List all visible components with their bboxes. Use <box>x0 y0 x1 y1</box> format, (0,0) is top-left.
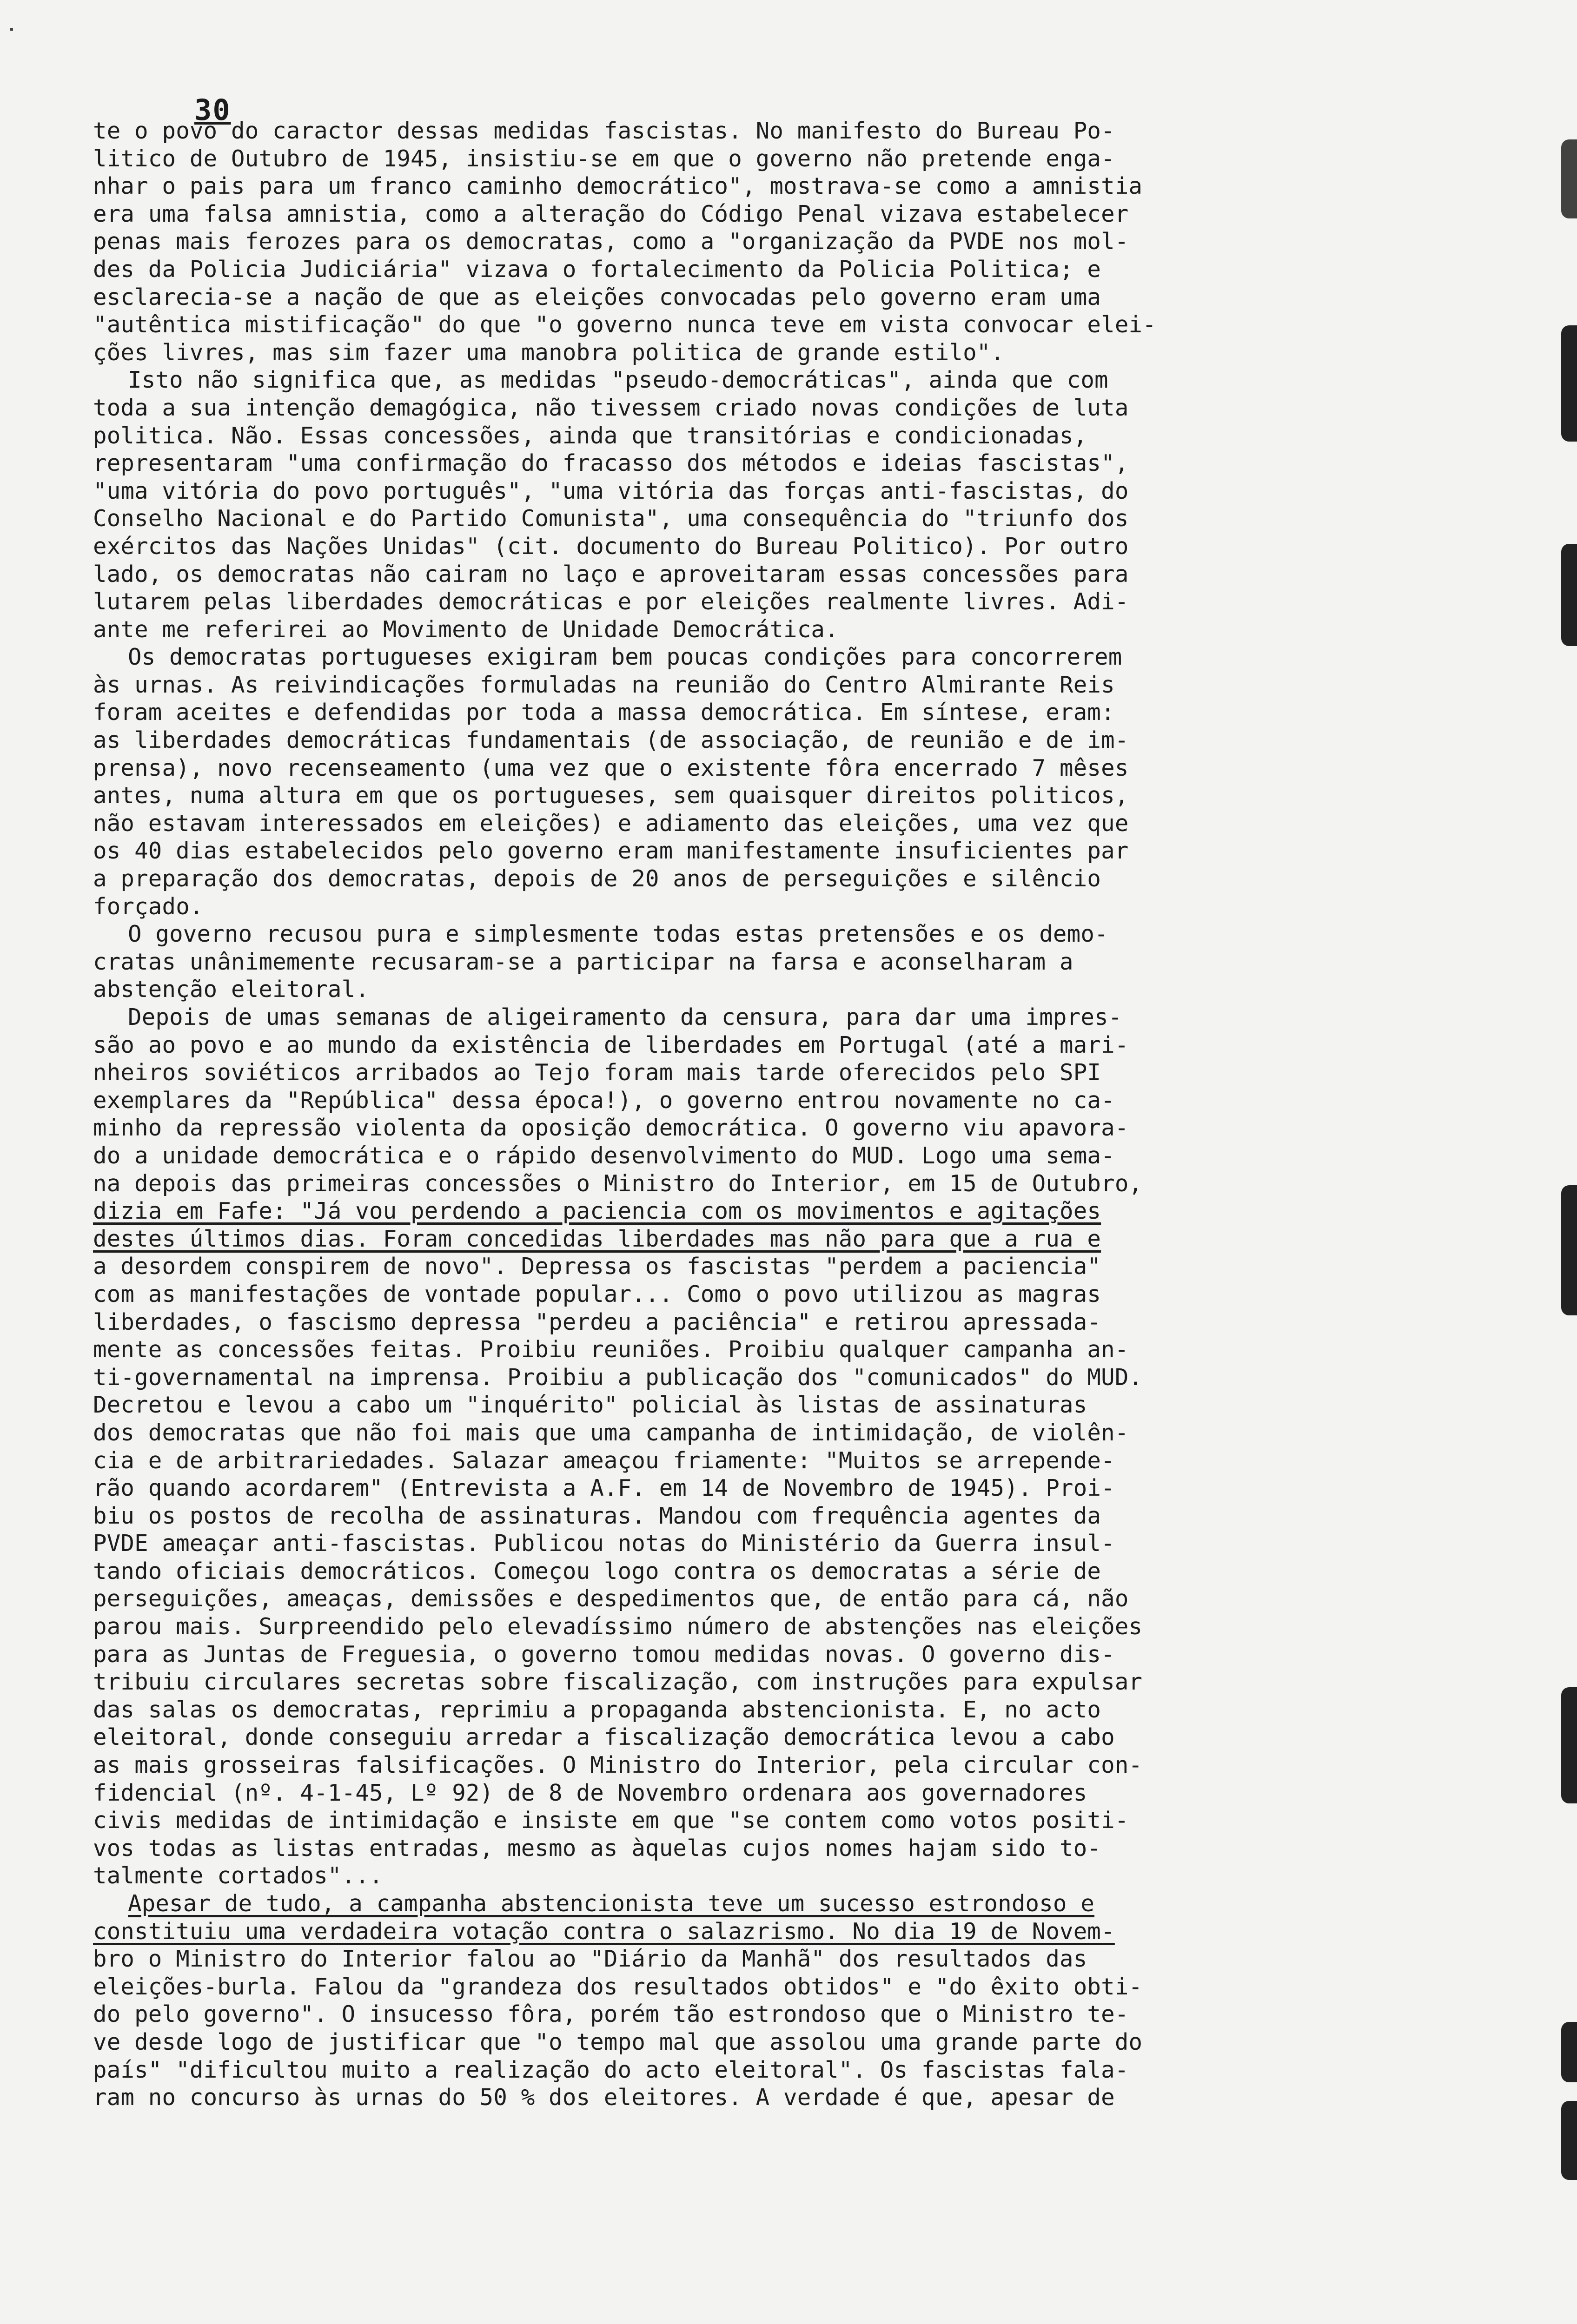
text-line: bro o Ministro do Interior falou ao "Diário da Manhã" dos resultados das <box>93 1946 1087 1973</box>
paragraph-2 <box>93 366 1506 643</box>
text-line: des da Policia Judiciária" vizava o fortalecimento da Policia Politica; e <box>93 256 1101 283</box>
binding-hole-mark <box>1561 139 1577 218</box>
underlined-text-line: constituiu uma verdadeira votação contra o salazrismo. No dia 19 de Novem- <box>93 1918 1115 1945</box>
text-line: vos todas as listas entradas, mesmo as àquelas cujos nomes hajam sido to- <box>93 1835 1101 1862</box>
text-line: rão quando acordarem" (Entrevista a A.F. em 14 de Novembro de 1945). Proi- <box>93 1475 1115 1502</box>
text-line: país" "dificultou muito a realização do acto eleitoral". Os fascistas fala- <box>93 2056 1129 2083</box>
text-line: antes, numa altura em que os portugueses, sem quaisquer direitos politicos, <box>93 782 1129 809</box>
text-line: a preparação dos democratas, depois de 20 anos de perseguições e silêncio <box>93 865 1101 892</box>
paragraph-1 <box>93 117 1506 366</box>
text-line: exemplares da "República" dessa época!), o governo entrou novamente no ca- <box>93 1087 1115 1114</box>
text-line: tribuiu circulares secretas sobre fiscalização, com instruções para expulsar <box>93 1669 1143 1696</box>
underlined-text-line: destes últimos dias. Foram concedidas liberdades mas não para que a rua e <box>93 1225 1101 1252</box>
text-line: nhar o pais para um franco caminho democrático", mostrava-se como a amnistia <box>93 173 1143 200</box>
text-line: na depois das primeiras concessões o Ministro do Interior, em 15 de Outubro, <box>93 1170 1143 1197</box>
text-line: ções livres, mas sim fazer uma manobra politica de grande estilo". <box>93 339 1005 366</box>
binding-hole-mark <box>1561 325 1577 442</box>
paragraph-5 <box>93 1004 1506 1890</box>
text-line: toda a sua intenção demagógica, não tivessem criado novas condições de luta <box>93 394 1129 421</box>
text-line: perseguições, ameaças, demissões e despedimentos que, de então para cá, não <box>93 1585 1129 1612</box>
text-line: Os democratas portugueses exigiram bem poucas condições para concorrerem <box>128 644 1122 671</box>
text-line: das salas os democratas, reprimiu a propaganda abstencionista. E, no acto <box>93 1696 1101 1723</box>
text-line: eleitoral, donde conseguiu arredar a fiscalização democrática levou a cabo <box>93 1724 1115 1751</box>
text-line: os 40 dias estabelecidos pelo governo eram manifestamente insuficientes par <box>93 838 1129 865</box>
text-line: não estavam interessados em eleições) e adiamento das eleições, uma vez que <box>93 810 1129 837</box>
text-line: litico de Outubro de 1945, insistiu-se em que o governo não pretende enga- <box>93 145 1115 172</box>
text-line: lado, os democratas não cairam no laço e aproveitaram essas concessões para <box>93 561 1129 588</box>
text-line: minho da repressão violenta da oposição democrática. O governo viu apavora- <box>93 1115 1129 1142</box>
text-line: mente as concessões feitas. Proibiu reuniões. Proibiu qualquer campanha an- <box>93 1336 1129 1363</box>
paragraph-6 <box>93 1890 1506 2112</box>
text-line: era uma falsa amnistia, como a alteração do Código Penal vizava estabelecer <box>93 200 1129 227</box>
text-line: civis medidas de intimidação e insiste em que "se contem como votos positi- <box>93 1807 1129 1834</box>
text-line: prensa), novo recenseamento (uma vez que o existente fôra encerrado 7 mêses <box>93 754 1129 781</box>
text-line: as mais grosseiras falsificações. O Ministro do Interior, pela circular con- <box>93 1752 1143 1779</box>
text-line: lutarem pelas liberdades democráticas e por eleições realmente livres. Adi- <box>93 588 1129 615</box>
text-line: te o povo do caractor dessas medidas fascistas. No manifesto do Bureau Po- <box>93 118 1115 144</box>
text-line: biu os postos de recolha de assinaturas. Mandou com frequência agentes da <box>93 1502 1101 1529</box>
text-line: cia e de arbitrariedades. Salazar ameaçou friamente: "Muitos se arrepende- <box>93 1447 1115 1474</box>
text-line: abstenção eleitoral. <box>93 976 370 1003</box>
text-line: liberdades, o fascismo depressa "perdeu a paciência" e retirou apressada- <box>93 1308 1101 1335</box>
text-line: talmente cortados"... <box>93 1862 383 1889</box>
text-line: "uma vitória do povo português", "uma vitória das forças anti-fascistas, do <box>93 477 1129 504</box>
text-line: Decretou e levou a cabo um "inquérito" policial às listas de assinaturas <box>93 1392 1087 1419</box>
text-line: tando oficiais democráticos. Começou logo contra os democratas a série de <box>93 1558 1101 1585</box>
underlined-text-line: Apesar de tudo, a campanha abstencionista teve um sucesso estrondoso e <box>128 1890 1095 1917</box>
document-body <box>93 117 1506 2112</box>
binding-hole-mark <box>1561 544 1577 646</box>
text-line: ante me referirei ao Movimento de Unidade Democrática. <box>93 616 839 643</box>
text-line: esclarecia-se a nação de que as eleições convocadas pelo governo eram uma <box>93 284 1101 310</box>
text-line: representaram "uma confirmação do fracasso dos métodos e ideias fascistas", <box>93 450 1129 477</box>
text-line: nheiros soviéticos arribados ao Tejo foram mais tarde oferecidos pelo SPI <box>93 1059 1101 1086</box>
text-line: do pelo governo". O insucesso fôra, porém tão estrondoso que o Ministro te- <box>93 2001 1129 2028</box>
binding-hole-mark <box>1561 1687 1577 1803</box>
text-line: Depois de umas semanas de aligeiramento da censura, para dar uma impres- <box>128 1004 1122 1030</box>
text-line: ti-governamental na imprensa. Proibiu a publicação dos "comunicados" do MUD. <box>93 1364 1143 1391</box>
text-line: PVDE ameaçar anti-fascistas. Publicou notas do Ministério da Guerra insul- <box>93 1530 1115 1557</box>
text-line: penas mais ferozes para os democratas, como a "organização da PVDE nos mol- <box>93 228 1129 255</box>
text-line: forçado. <box>93 893 204 920</box>
text-line: "autêntica mistificação" do que "o governo nunca teve em vista convocar elei- <box>93 311 1156 338</box>
text-line: são ao povo e ao mundo da existência de liberdades em Portugal (até a mari- <box>93 1031 1129 1058</box>
text-line: foram aceites e defendidas por toda a massa democrática. Em síntese, eram: <box>93 699 1115 726</box>
text-line: Conselho Nacional e do Partido Comunista", uma consequência do "triunfo dos <box>93 505 1129 532</box>
text-line: politica. Não. Essas concessões, ainda que transitórias e condicionadas, <box>93 422 1087 449</box>
text-line: ram no concurso às urnas do 50 % dos eleitores. A verdade é que, apesar de <box>93 2084 1115 2111</box>
underlined-text-line: dizia em Fafe: "Já vou perdendo a paciencia com os movimentos e agitações <box>93 1198 1101 1225</box>
paragraph-3 <box>93 643 1506 920</box>
text-line: O governo recusou pura e simplesmente todas estas pretensões e os demo- <box>128 921 1108 948</box>
paragraph-4 <box>93 920 1506 1004</box>
text-line: as liberdades democráticas fundamentais (de associação, de reunião e de im- <box>93 727 1129 754</box>
binding-hole-mark <box>1561 1185 1577 1315</box>
text-line: parou mais. Surpreendido pelo elevadíssimo número de abstenções nas eleições <box>93 1613 1143 1640</box>
text-line: a desordem conspirem de novo". Depressa os fascistas "perdem a paciencia" <box>93 1253 1101 1280</box>
text-line: exércitos das Nações Unidas" (cit. documento do Bureau Politico). Por outro <box>93 533 1129 560</box>
text-line: para as Juntas de Freguesia, o governo tomou medidas novas. O governo dis- <box>93 1641 1115 1668</box>
text-line: às urnas. As reivindicações formuladas na reunião do Centro Almirante Reis <box>93 671 1115 698</box>
binding-hole-mark <box>1561 2022 1577 2082</box>
scan-speck <box>10 28 13 31</box>
text-line: do a unidade democrática e o rápido desenvolvimento do MUD. Logo uma sema- <box>93 1142 1115 1169</box>
text-line: dos democratas que não foi mais que uma campanha de intimidação, de violên- <box>93 1419 1129 1446</box>
text-line: fidencial (nº. 4-1-45, Lº 92) de 8 de Novembro ordenara aos governadores <box>93 1779 1087 1806</box>
text-line: cratas unânimemente recusaram-se a participar na farsa e aconselharam a <box>93 948 1073 975</box>
text-line: ve desde logo de justificar que "o tempo mal que assolou uma grande parte do <box>93 2028 1143 2055</box>
text-line: eleições-burla. Falou da "grandeza dos resultados obtidos" e "do êxito obti- <box>93 1973 1143 2000</box>
text-line: Isto não significa que, as medidas "pseudo-democráticas", ainda que com <box>128 367 1108 394</box>
text-line: com as manifestações de vontade popular... Como o povo utilizou as magras <box>93 1281 1101 1307</box>
page-number: 30 <box>194 93 231 127</box>
binding-hole-mark <box>1561 2101 1577 2180</box>
